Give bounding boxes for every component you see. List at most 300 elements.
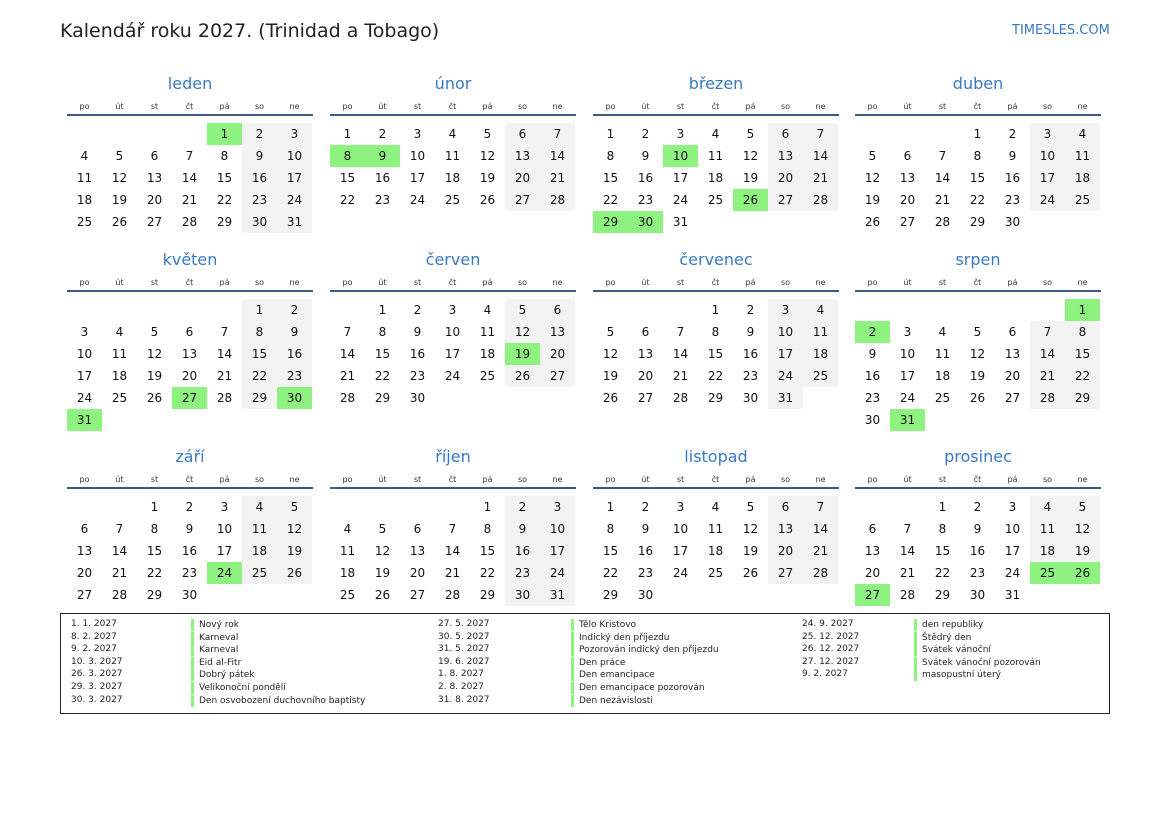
day-cell: 28 [803, 562, 838, 584]
day-cell: 19 [864, 193, 881, 207]
day-cell: 4 [711, 127, 720, 141]
day-cell: 3 [903, 325, 912, 339]
day-cell: 29 [242, 387, 277, 409]
weekday-label: pá [745, 475, 756, 484]
day-cell: 8 [220, 149, 229, 163]
day-cell: 7 [220, 325, 229, 339]
day-cell: 2 [378, 127, 387, 141]
day-cell: 15 [969, 171, 986, 185]
weekday-label: út [903, 475, 912, 484]
day-cell: 21 [672, 369, 689, 383]
day-cell: 21 [803, 167, 838, 189]
day-cell: 5 [746, 500, 755, 514]
day-cell: 3 [448, 303, 457, 317]
day-cell: 2 [973, 500, 982, 514]
day-cell: 24 [1030, 189, 1065, 211]
legend-holiday-name: Den nezávislosti [571, 695, 653, 707]
day-cell: 3 [413, 127, 422, 141]
day-cell: 29 [602, 588, 619, 602]
day-cell: 9 [746, 325, 755, 339]
day-cell: 14 [181, 171, 198, 185]
weekday-label: čt [185, 475, 194, 484]
day-cell: 5 [483, 127, 492, 141]
day-cell: 8 [1065, 321, 1100, 343]
weekday-label: so [517, 475, 528, 484]
day-cell: 31 [277, 211, 312, 233]
day-cell: 20 [181, 369, 198, 383]
weekday-label: po [605, 278, 616, 287]
day-cell: 26 [374, 588, 391, 602]
weekday-label: pá [219, 475, 230, 484]
day-cell: 25 [479, 369, 496, 383]
holiday-legend [60, 613, 1110, 714]
weekday-label: čt [973, 278, 982, 287]
weekday-label: po [867, 102, 878, 111]
day-cell: 30 [505, 584, 540, 606]
day-cell: 10 [277, 145, 312, 167]
weekday-label: út [115, 102, 124, 111]
day-cell: 24 [672, 566, 689, 580]
day-cell: 15 [707, 347, 724, 361]
day-cell: 23 [637, 193, 654, 207]
weekday-label: so [780, 278, 791, 287]
weekday-label: po [342, 278, 353, 287]
day-cell: 15 [339, 171, 356, 185]
day-cell: 18 [1030, 540, 1065, 562]
day-cell: 20 [505, 167, 540, 189]
day-cell: 11 [339, 544, 356, 558]
month-name: duben [952, 74, 1004, 93]
month-name: srpen [955, 250, 1001, 269]
legend-holiday-name: Dobrý pátek [191, 669, 255, 681]
day-cell: 22 [934, 566, 951, 580]
day-cell: 23 [242, 189, 277, 211]
weekday-label: po [867, 475, 878, 484]
month-name: květen [162, 250, 218, 269]
day-cell: 26 [742, 566, 759, 580]
site-link[interactable]: TIMESLES.COM [1012, 23, 1110, 38]
legend-holiday-name: Velikonoční pondělí [191, 682, 286, 694]
legend-holiday-name: Štědrý den [914, 632, 971, 644]
day-cell: 5 [150, 325, 159, 339]
day-cell: 10 [216, 522, 233, 536]
day-cell: 4 [1030, 496, 1065, 518]
day-cell: 2 [185, 500, 194, 514]
day-cell: 14 [899, 544, 916, 558]
month-divider [330, 487, 576, 489]
day-cell: 13 [505, 145, 540, 167]
day-cell: 23 [277, 365, 312, 387]
holiday-day-cell: 19 [505, 343, 540, 365]
weekday-label: út [903, 102, 912, 111]
legend-date: 8. 2. 2027 [71, 631, 117, 642]
day-cell: 2 [746, 303, 755, 317]
day-cell: 28 [216, 391, 233, 405]
day-cell: 11 [707, 149, 724, 163]
holiday-day-cell: 31 [890, 409, 925, 431]
day-cell: 6 [540, 299, 575, 321]
day-cell: 3 [277, 123, 312, 145]
weekday-label: pá [1007, 475, 1018, 484]
weekday-label: út [641, 102, 650, 111]
day-cell: 17 [672, 171, 689, 185]
day-cell: 10 [444, 325, 461, 339]
weekday-label: po [605, 102, 616, 111]
month-divider [67, 487, 313, 489]
weekday-label: st [676, 475, 685, 484]
weekday-label: čt [711, 278, 720, 287]
day-cell: 3 [768, 299, 803, 321]
day-cell: 22 [374, 369, 391, 383]
legend-date: 26. 3. 2027 [71, 669, 123, 680]
day-cell: 18 [111, 369, 128, 383]
day-cell: 18 [242, 540, 277, 562]
day-cell: 7 [903, 522, 912, 536]
day-cell: 28 [672, 391, 689, 405]
day-cell: 22 [969, 193, 986, 207]
day-cell: 29 [216, 215, 233, 229]
weekday-label: čt [711, 102, 720, 111]
day-cell: 24 [277, 189, 312, 211]
day-cell: 28 [111, 588, 128, 602]
day-cell: 13 [540, 321, 575, 343]
legend-date: 27. 12. 2027 [802, 656, 860, 667]
day-cell: 14 [803, 518, 838, 540]
weekday-label: po [605, 475, 616, 484]
legend-holiday-name: Karneval [191, 632, 238, 644]
day-cell: 14 [672, 347, 689, 361]
day-cell: 18 [803, 343, 838, 365]
day-cell: 9 [185, 522, 194, 536]
day-cell: 25 [803, 365, 838, 387]
day-cell: 25 [707, 566, 724, 580]
day-cell: 9 [505, 518, 540, 540]
day-cell: 17 [216, 544, 233, 558]
legend-date: 9. 2. 2027 [802, 669, 848, 680]
legend-holiday-name: Tělo Kristovo [571, 619, 636, 631]
weekday-label: ne [552, 102, 563, 111]
day-cell: 4 [80, 149, 89, 163]
day-cell: 20 [409, 566, 426, 580]
weekday-label: st [150, 278, 159, 287]
day-cell: 9 [242, 145, 277, 167]
day-cell: 6 [641, 325, 650, 339]
day-cell: 21 [111, 566, 128, 580]
day-cell: 16 [242, 167, 277, 189]
legend-holiday-name: masopustní úterý [914, 669, 1001, 681]
day-cell: 20 [146, 193, 163, 207]
day-cell: 11 [1030, 518, 1065, 540]
day-cell: 31 [672, 215, 689, 229]
legend-date: 27. 5. 2027 [438, 619, 490, 629]
day-cell: 16 [969, 544, 986, 558]
legend-date: 1. 8. 2027 [438, 669, 484, 680]
day-cell: 13 [768, 518, 803, 540]
weekday-label: po [79, 475, 90, 484]
day-cell: 11 [1065, 145, 1100, 167]
day-cell: 12 [1065, 518, 1100, 540]
day-cell: 10 [409, 149, 426, 163]
day-cell: 25 [242, 562, 277, 584]
day-cell: 21 [339, 369, 356, 383]
weekday-label: pá [219, 278, 230, 287]
holiday-day-cell: 8 [330, 145, 365, 167]
weekday-label: st [413, 278, 422, 287]
day-cell: 1 [378, 303, 387, 317]
weekday-label: čt [711, 475, 720, 484]
day-cell: 22 [479, 566, 496, 580]
day-cell: 24 [899, 391, 916, 405]
holiday-day-cell: 27 [855, 584, 890, 606]
weekday-label: ne [1077, 102, 1088, 111]
day-cell: 29 [707, 391, 724, 405]
day-cell: 22 [242, 365, 277, 387]
month-divider [855, 487, 1101, 489]
day-cell: 20 [1004, 369, 1021, 383]
day-cell: 2 [505, 496, 540, 518]
day-cell: 17 [899, 369, 916, 383]
day-cell: 4 [343, 522, 352, 536]
day-cell: 3 [1030, 123, 1065, 145]
day-cell: 13 [181, 347, 198, 361]
day-cell: 25 [339, 588, 356, 602]
day-cell: 5 [973, 325, 982, 339]
day-cell: 14 [540, 145, 575, 167]
legend-date: 9. 2. 2027 [71, 644, 117, 655]
weekday-label: so [254, 278, 265, 287]
weekday-label: čt [448, 278, 457, 287]
day-cell: 19 [742, 171, 759, 185]
day-cell: 22 [1065, 365, 1100, 387]
legend-date: 29. 3. 2027 [71, 682, 123, 692]
day-cell: 18 [76, 193, 93, 207]
day-cell: 1 [711, 303, 720, 317]
day-cell: 2 [277, 299, 312, 321]
day-cell: 28 [444, 588, 461, 602]
day-cell: 7 [676, 325, 685, 339]
day-cell: 18 [479, 347, 496, 361]
day-cell: 6 [868, 522, 877, 536]
day-cell: 12 [602, 347, 619, 361]
weekday-label: ne [552, 278, 563, 287]
day-cell: 22 [216, 193, 233, 207]
weekday-label: po [79, 278, 90, 287]
day-cell: 6 [413, 522, 422, 536]
day-cell: 17 [277, 167, 312, 189]
weekday-label: st [413, 102, 422, 111]
month-name: březen [688, 74, 744, 93]
month-divider [330, 290, 576, 292]
weekday-label: st [413, 475, 422, 484]
day-cell: 16 [637, 171, 654, 185]
day-cell: 16 [637, 544, 654, 558]
day-cell: 11 [76, 171, 93, 185]
day-cell: 16 [181, 544, 198, 558]
weekday-label: st [938, 278, 947, 287]
day-cell: 12 [864, 171, 881, 185]
day-cell: 4 [483, 303, 492, 317]
day-cell: 17 [1030, 167, 1065, 189]
holiday-day-cell: 31 [67, 409, 102, 431]
day-cell: 23 [505, 562, 540, 584]
legend-holiday-name: Den práce [571, 657, 625, 669]
holiday-day-cell: 27 [172, 387, 207, 409]
legend-date: 26. 12. 2027 [802, 644, 860, 655]
day-cell: 10 [899, 347, 916, 361]
weekday-label: pá [1007, 278, 1018, 287]
weekday-label: út [115, 278, 124, 287]
month-name: říjen [435, 447, 471, 466]
holiday-day-cell: 30 [628, 211, 663, 233]
day-cell: 11 [111, 347, 128, 361]
legend-holiday-name: Nový rok [191, 619, 239, 631]
weekday-label: pá [482, 278, 493, 287]
weekday-label: so [517, 102, 528, 111]
day-cell: 5 [746, 127, 755, 141]
day-cell: 26 [969, 391, 986, 405]
day-cell: 10 [672, 522, 689, 536]
day-cell: 13 [899, 171, 916, 185]
day-cell: 20 [637, 369, 654, 383]
day-cell: 6 [1008, 325, 1017, 339]
day-cell: 10 [1004, 522, 1021, 536]
day-cell: 7 [1030, 321, 1065, 343]
day-cell: 17 [768, 343, 803, 365]
day-cell: 7 [803, 496, 838, 518]
month-name: prosinec [944, 447, 1012, 466]
day-cell: 15 [479, 544, 496, 558]
weekday-label: st [938, 102, 947, 111]
weekday-label: út [378, 102, 387, 111]
day-cell: 16 [409, 347, 426, 361]
day-cell: 14 [111, 544, 128, 558]
day-cell: 24 [768, 365, 803, 387]
day-cell: 5 [277, 496, 312, 518]
day-cell: 23 [969, 566, 986, 580]
day-cell: 16 [742, 347, 759, 361]
weekday-label: po [342, 102, 353, 111]
day-cell: 3 [540, 496, 575, 518]
day-cell: 22 [146, 566, 163, 580]
day-cell: 14 [444, 544, 461, 558]
day-cell: 14 [339, 347, 356, 361]
day-cell: 21 [540, 167, 575, 189]
month-divider [855, 114, 1101, 116]
weekday-label: út [115, 475, 124, 484]
weekday-label: út [641, 475, 650, 484]
day-cell: 17 [409, 171, 426, 185]
weekday-label: st [938, 475, 947, 484]
day-cell: 28 [540, 189, 575, 211]
day-cell: 23 [864, 391, 881, 405]
weekday-label: ne [815, 475, 826, 484]
day-cell: 11 [803, 321, 838, 343]
month-divider [67, 290, 313, 292]
day-cell: 10 [768, 321, 803, 343]
month-name: leden [167, 74, 213, 93]
day-cell: 28 [1030, 387, 1065, 409]
day-cell: 29 [146, 588, 163, 602]
day-cell: 18 [707, 171, 724, 185]
day-cell: 19 [1065, 540, 1100, 562]
day-cell: 27 [768, 189, 803, 211]
legend-holiday-name: Den osvobození duchovního baptisty [191, 695, 365, 707]
day-cell: 30 [969, 588, 986, 602]
weekday-label: út [378, 278, 387, 287]
day-cell: 15 [602, 544, 619, 558]
day-cell: 29 [374, 391, 391, 405]
weekday-label: so [1042, 278, 1053, 287]
day-cell: 5 [378, 522, 387, 536]
day-cell: 31 [768, 387, 803, 409]
day-cell: 9 [413, 325, 422, 339]
day-cell: 15 [374, 347, 391, 361]
day-cell: 13 [637, 347, 654, 361]
day-cell: 18 [707, 544, 724, 558]
day-cell: 8 [973, 149, 982, 163]
day-cell: 28 [934, 215, 951, 229]
weekday-label: so [254, 475, 265, 484]
weekday-label: ne [552, 475, 563, 484]
day-cell: 5 [115, 149, 124, 163]
holiday-day-cell: 30 [277, 387, 312, 409]
day-cell: 21 [899, 566, 916, 580]
month-divider [593, 487, 839, 489]
day-cell: 20 [768, 167, 803, 189]
day-cell: 18 [339, 566, 356, 580]
day-cell: 2 [641, 127, 650, 141]
day-cell: 19 [374, 566, 391, 580]
day-cell: 13 [864, 544, 881, 558]
day-cell: 28 [181, 215, 198, 229]
day-cell: 9 [277, 321, 312, 343]
day-cell: 9 [973, 522, 982, 536]
holiday-day-cell: 9 [365, 145, 400, 167]
weekday-label: ne [815, 278, 826, 287]
day-cell: 16 [374, 171, 391, 185]
weekday-label: so [517, 278, 528, 287]
day-cell: 28 [899, 588, 916, 602]
day-cell: 1 [242, 299, 277, 321]
day-cell: 12 [742, 522, 759, 536]
day-cell: 19 [111, 193, 128, 207]
day-cell: 6 [80, 522, 89, 536]
holiday-day-cell: 24 [207, 562, 242, 584]
day-cell: 6 [185, 325, 194, 339]
weekday-label: so [780, 475, 791, 484]
weekday-label: čt [973, 102, 982, 111]
day-cell: 7 [803, 123, 838, 145]
day-cell: 24 [76, 391, 93, 405]
legend-date: 31. 5. 2027 [438, 644, 490, 655]
day-cell: 4 [803, 299, 838, 321]
day-cell: 28 [339, 391, 356, 405]
legend-date: 25. 12. 2027 [802, 631, 860, 642]
day-cell: 9 [641, 522, 650, 536]
month-divider [593, 290, 839, 292]
day-cell: 1 [606, 127, 615, 141]
day-cell: 27 [899, 215, 916, 229]
day-cell: 26 [505, 365, 540, 387]
day-cell: 13 [409, 544, 426, 558]
day-cell: 19 [602, 369, 619, 383]
legend-date: 19. 6. 2027 [438, 656, 490, 667]
day-cell: 6 [768, 123, 803, 145]
day-cell: 1 [606, 500, 615, 514]
day-cell: 27 [768, 562, 803, 584]
legend-holiday-name: Svátek vánoční [914, 644, 991, 656]
day-cell: 10 [1030, 145, 1065, 167]
